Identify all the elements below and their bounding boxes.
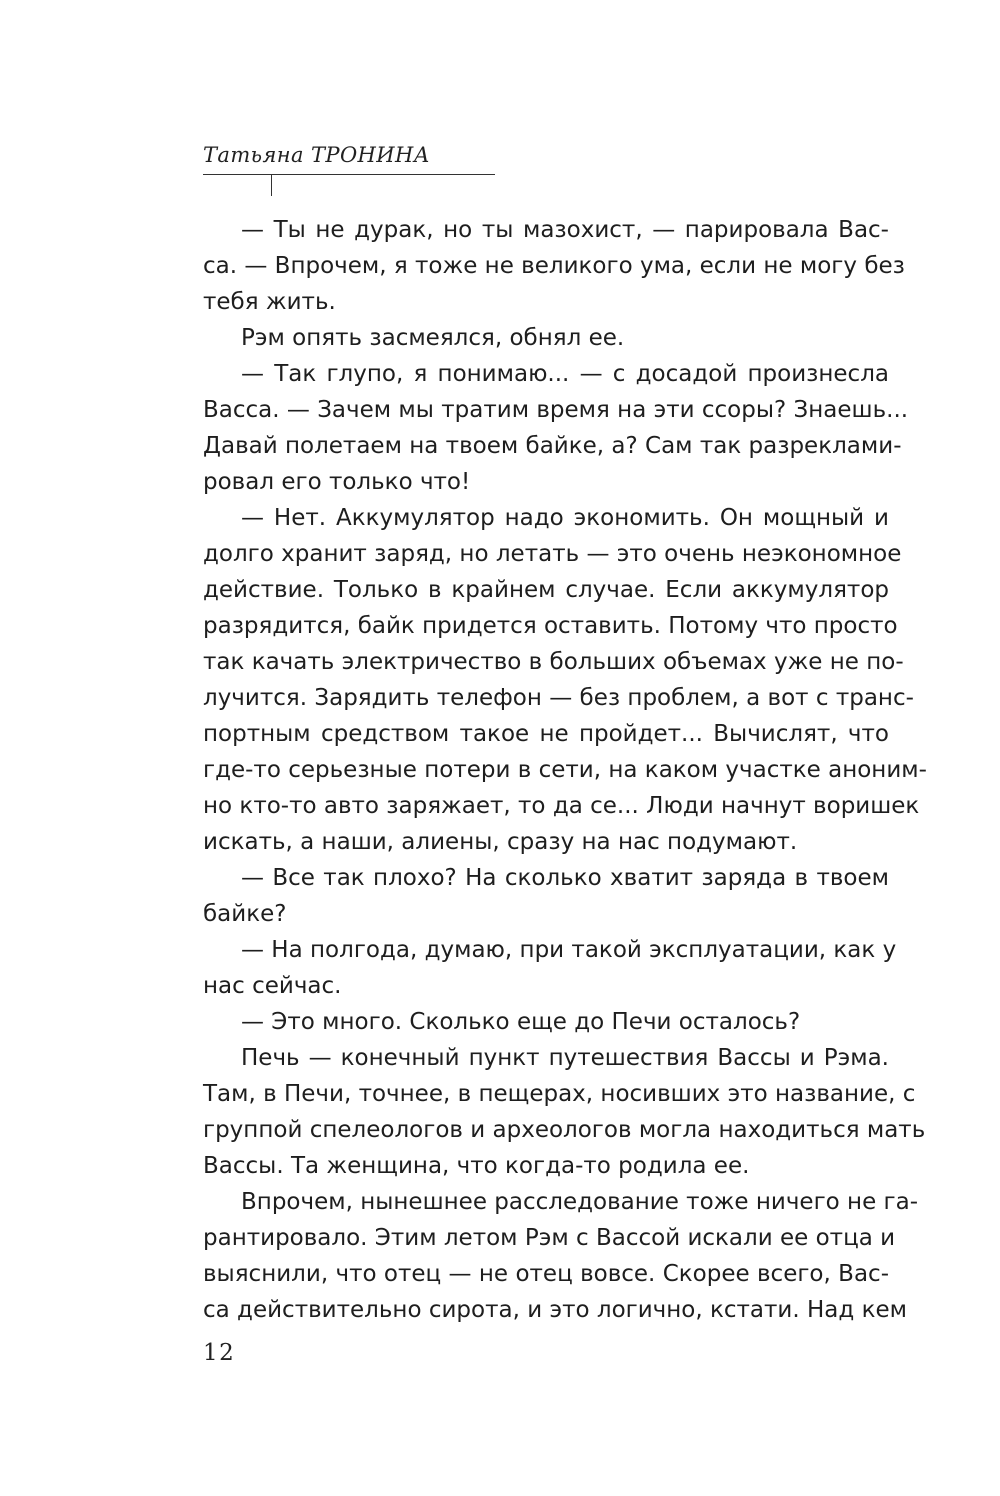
text-line: Рэм опять засмеялся, обнял ее.: [241, 325, 625, 351]
text-line: — Ты не дурак, но ты мазохист, — парировала Вас-: [241, 217, 889, 243]
text-line: — Нет. Аккумулятор надо экономить. Он мощный и: [241, 505, 889, 531]
text-line: Там, в Печи, точнее, в пещерах, носивших это название, с: [203, 1081, 916, 1107]
text-line: са. — Впрочем, я тоже не великого ума, если не могу без: [203, 253, 905, 279]
text-line: Давай полетаем на твоем байке, а? Сам так разреклами-: [203, 433, 902, 459]
text-line: Впрочем, нынешнее расследование тоже ничего не га-: [241, 1189, 919, 1215]
text-line: действие. Только в крайнем случае. Если аккумулятор: [203, 577, 889, 603]
text-line: Печь — конечный пункт путешествия Вассы и Рэма.: [241, 1045, 889, 1071]
text-line: разрядится, байк придется оставить. Потому что просто: [203, 613, 898, 639]
text-line: са действительно сирота, и это логично, кстати. Над кем: [203, 1297, 907, 1323]
text-line: рантировало. Этим летом Рэм с Вассой искали ее отца и: [203, 1225, 896, 1251]
header-rule: [203, 174, 495, 175]
paragraph: [203, 212, 905, 320]
text-line: тебя жить.: [203, 289, 336, 315]
paragraph: [203, 356, 909, 500]
main-text: [203, 212, 927, 1328]
text-line: нас сейчас.: [203, 973, 342, 999]
text-line: выяснили, что отец — не отец вовсе. Скорее всего, Вас-: [203, 1261, 889, 1287]
paragraph: [203, 1184, 919, 1328]
paragraph: [203, 860, 889, 932]
text-line: группой спелеологов и археологов могла находиться мать: [203, 1117, 926, 1143]
page-number: 12: [203, 1340, 236, 1366]
text-line: так качать электричество в больших объемах уже не по-: [203, 649, 904, 675]
text-line: долго хранит заряд, но летать — это очень неэкономное: [203, 541, 902, 567]
text-line: — Так глупо, я понимаю... — с досадой произнесла: [241, 361, 889, 387]
text-line: байке?: [203, 901, 287, 927]
paragraph: [203, 1040, 926, 1184]
text-line: Вассы. Та женщина, что когда-то родила ее.: [203, 1153, 750, 1179]
paragraph: [203, 320, 889, 356]
paragraph: [203, 932, 897, 1004]
header-tick-mark: [271, 174, 272, 196]
running-header: [203, 140, 495, 170]
text-line: — На полгода, думаю, при такой эксплуатации, как у: [241, 937, 897, 963]
text-line: искать, а наши, алиены, сразу на нас подумают.: [203, 829, 798, 855]
text-line: Васса. — Зачем мы тратим время на эти ссоры? Знаешь...: [203, 397, 909, 423]
text-line: где-то серьезные потери в сети, на каком участке аноним-: [203, 757, 927, 783]
text-line: ровал его только что!: [203, 469, 471, 495]
text-line: — Это много. Сколько еще до Печи осталось?: [241, 1009, 801, 1035]
running-title: Татьяна ТРОНИНА: [203, 143, 431, 167]
text-line: но кто-то авто заряжает, то да се... Люди начнут воришек: [203, 793, 920, 819]
paragraph: [203, 1004, 889, 1040]
paragraph: [203, 500, 927, 860]
text-line: лучится. Зарядить телефон — без проблем, а вот с транс-: [203, 685, 914, 711]
text-line: — Все так плохо? На сколько хватит заряда в твоем: [241, 865, 889, 891]
text-line: портным средством такое не пройдет... Вычислят, что: [203, 721, 889, 747]
